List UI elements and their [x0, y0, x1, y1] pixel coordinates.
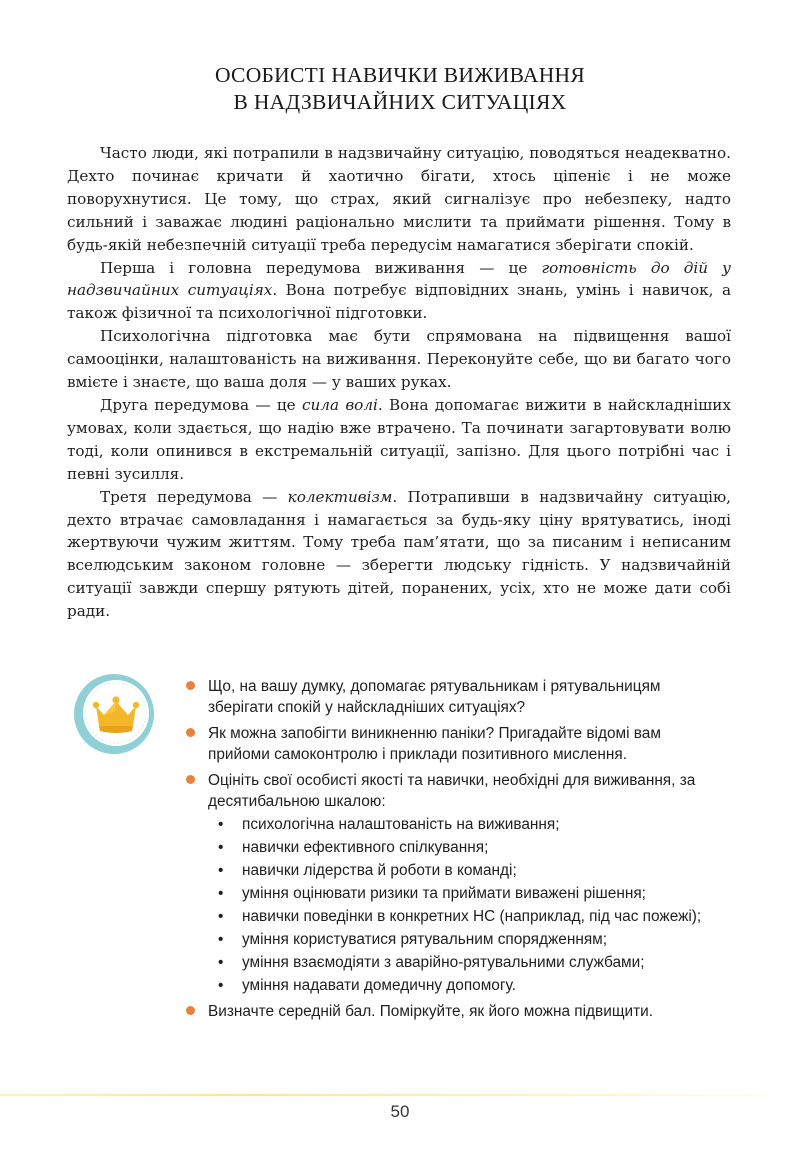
- paragraph-4: [67, 394, 731, 486]
- paragraph-4-text-a: Друга передумова — це: [100, 395, 302, 414]
- paragraph-4-text-b: . Вона допомагає вижити в найскладніших умовах, коли здається, що надію вже втрачено. Та починати загартовувати волю тоді, коли опинився в екстремальній ситуації, запізно. Для цього потрібні час і певні зусилля.: [67, 395, 731, 483]
- skill-text: уміння взаємодіяти з аварійно-рятувальними службами;: [242, 954, 645, 971]
- page-title: [0, 62, 800, 116]
- question-2: Як можна запобігти виникненню паніки? Пригадайте відомі вам прийоми самоконтролю і приклади позитивного мислення.: [208, 725, 661, 763]
- question-3: Оцініть свої особисті якості та навички, необхідні для виживання, за десятибальною шкалою:: [208, 772, 696, 810]
- question-item: [186, 770, 726, 996]
- bullet-icon: •: [218, 885, 224, 902]
- paragraph-1: Часто люди, які потрапили в надзвичайну ситуацію, поводяться неадекватно. Дехто починає кричати й хаотично бігати, хтось ціпеніє і не може поворухнутися. Це тому, що страх, який сигналізує про небезпеку, надто сильний і заважає людині раціонально мислити та приймати рішення. Тому в будь-якій небезпечній ситуації треба передусім намагатися зберігати спокій.: [67, 144, 731, 254]
- bullet-icon: •: [218, 908, 224, 925]
- paragraph-4-emphasis: сила волі: [301, 395, 378, 414]
- question-item: [186, 1001, 726, 1022]
- list-item: [212, 952, 726, 973]
- bullet-dot-icon: [186, 775, 195, 784]
- paragraph-3: Психологічна підготовка має бути спрямована на підвищення вашої самооцінки, налаштованість на виживання. Переконуйте себе, що ви багато чого вмієте і знаєте, що ваша доля — у ваших руках.: [67, 327, 731, 392]
- list-item: [212, 837, 726, 858]
- paragraph-2: [67, 257, 731, 326]
- bullet-dot-icon: [186, 1006, 195, 1015]
- list-item: [212, 860, 726, 881]
- paragraph-5-emphasis: колективізм: [287, 487, 393, 506]
- list-item: [212, 975, 726, 996]
- question-1: Що, на вашу думку, допомагає рятувальникам і рятувальницям зберігати спокій у найскладніших ситуаціях?: [208, 678, 661, 716]
- list-item: [212, 906, 726, 927]
- paragraph-2-text-a: Перша і головна передумова виживання — це: [100, 258, 542, 277]
- list-item: [212, 883, 726, 904]
- paragraph-5: [67, 486, 731, 623]
- bullet-dot-icon: [186, 728, 195, 737]
- skill-text: навички лідерства й роботи в команді;: [242, 862, 517, 879]
- question-4: Визначте середній бал. Поміркуйте, як його можна підвищити.: [208, 1003, 653, 1020]
- list-item: [212, 814, 726, 835]
- bullet-icon: •: [218, 931, 224, 948]
- bullet-icon: •: [218, 977, 224, 994]
- bullet-dot-icon: [186, 681, 195, 690]
- paragraph-5-text-a: Третя передумова —: [100, 487, 288, 506]
- crown-icon: [71, 671, 157, 757]
- question-item: [186, 723, 726, 765]
- questions-list: [186, 676, 726, 1027]
- question-item: [186, 676, 726, 718]
- bullet-icon: •: [218, 862, 224, 879]
- skills-list: [208, 814, 726, 996]
- main-text: [67, 142, 731, 623]
- bullet-icon: •: [218, 954, 224, 971]
- paragraph-2-emphasis: готовність до дій у надзвичайних ситуаціях: [67, 258, 731, 300]
- title-line-2: В НАДЗВИЧАЙНИХ СИТУАЦІЯХ: [233, 90, 567, 114]
- skill-text: уміння користуватися рятувальним спорядженням;: [242, 931, 608, 948]
- skill-text: уміння оцінювати ризики та приймати виважені рішення;: [242, 885, 646, 902]
- page-number: 50: [390, 1102, 410, 1121]
- paragraph-5-text-b: . Потрапивши в надзвичайну ситуацію, дехто втрачає самовладання і намагається за будь-яку ціну врятуватись, іноді жертвуючи чужим життям. Тому треба пам’ятати, що за писаним і неписаним вселюдським законом головне — зберегти людську гідність. У надзвичайній ситуації завжди спершу рятують дітей, поранених, усіх, хто не може дати собі ради.: [67, 487, 732, 621]
- footer-divider: [0, 1094, 800, 1096]
- bullet-icon: •: [218, 839, 224, 856]
- skill-text: навички ефективного спілкування;: [242, 839, 489, 856]
- bullet-icon: •: [218, 816, 224, 833]
- list-item: [212, 929, 726, 950]
- skill-text: уміння надавати домедичну допомогу.: [242, 977, 516, 994]
- skill-text: навички поведінки в конкретних НС (наприклад, під час пожежі);: [242, 908, 702, 925]
- paragraph-2-text-b: . Вона потребує відповідних знань, умінь і навичок, а також фізичної та психологічної підготовки.: [67, 281, 731, 323]
- skill-text: психологічна налаштованість на виживання;: [242, 816, 560, 833]
- title-line-1: ОСОБИСТІ НАВИЧКИ ВИЖИВАННЯ: [214, 63, 586, 87]
